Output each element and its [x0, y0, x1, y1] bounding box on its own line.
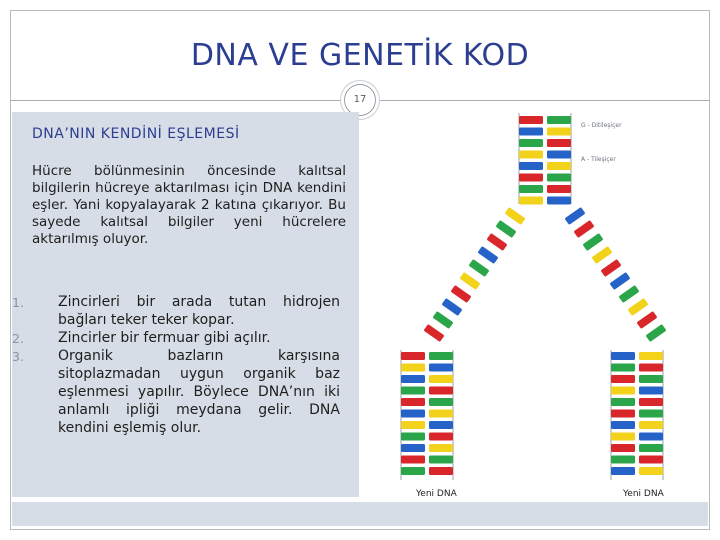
nucleotide-base — [429, 375, 453, 383]
list-item — [12, 293, 352, 329]
nucleotide-base — [639, 364, 663, 372]
nucleotide-base — [519, 174, 543, 182]
nucleotide-base — [429, 398, 453, 406]
nucleotide-base — [583, 233, 604, 251]
nucleotide-base — [547, 116, 571, 124]
nucleotide-base — [519, 197, 543, 205]
nucleotide-base — [429, 433, 453, 441]
new-dna-label-right: Yeni DNA — [623, 489, 664, 499]
footer-bar — [12, 502, 708, 526]
nucleotide-base — [639, 467, 663, 475]
nucleotide-base — [592, 246, 613, 264]
list-item — [12, 347, 352, 437]
nucleotide-base — [601, 259, 622, 277]
nucleotide-base — [628, 298, 649, 316]
nucleotide-base — [519, 128, 543, 136]
nucleotide-base — [429, 467, 453, 475]
title-divider-left — [10, 100, 355, 101]
legend-top-label: G - Ditileşiçer — [581, 122, 622, 129]
title-divider-right — [380, 100, 710, 101]
nucleotide-base — [639, 433, 663, 441]
nucleotide-base — [401, 421, 425, 429]
nucleotide-base — [496, 220, 517, 238]
nucleotide-base — [574, 220, 595, 238]
nucleotide-base — [619, 285, 640, 303]
nucleotide-base — [460, 272, 481, 290]
nucleotide-base — [401, 456, 425, 464]
slide-title: DNA VE GENETİK KOD — [190, 38, 530, 73]
nucleotide-base — [478, 246, 499, 264]
nucleotide-base — [401, 433, 425, 441]
nucleotide-base — [401, 375, 425, 383]
nucleotide-base — [611, 410, 635, 418]
nucleotide-base — [646, 324, 667, 342]
step-number: 1. — [12, 295, 24, 310]
nucleotide-base — [547, 174, 571, 182]
nucleotide-base — [639, 352, 663, 360]
page-number-badge: 17 — [344, 84, 376, 116]
nucleotide-base — [639, 398, 663, 406]
nucleotide-base — [469, 259, 490, 277]
nucleotide-base — [639, 456, 663, 464]
nucleotide-base — [611, 387, 635, 395]
nucleotide-base — [547, 128, 571, 136]
nucleotide-base — [547, 162, 571, 170]
nucleotide-base — [429, 410, 453, 418]
nucleotide-base — [611, 352, 635, 360]
nucleotide-base — [505, 207, 526, 225]
nucleotide-base — [519, 139, 543, 147]
nucleotide-base — [429, 421, 453, 429]
nucleotide-base — [611, 456, 635, 464]
nucleotide-base — [429, 387, 453, 395]
nucleotide-base — [637, 311, 658, 329]
nucleotide-base — [611, 375, 635, 383]
nucleotide-base — [547, 197, 571, 205]
legend-bottom-label: A - Tileşiçer — [581, 156, 616, 163]
nucleotide-base — [639, 375, 663, 383]
nucleotide-base — [611, 398, 635, 406]
nucleotide-base — [547, 139, 571, 147]
nucleotide-base — [611, 421, 635, 429]
nucleotide-base — [611, 444, 635, 452]
step-text: Zincirler bir fermuar gibi açılır. — [58, 330, 271, 346]
step-number: 2. — [12, 331, 24, 346]
steps-list — [12, 293, 352, 437]
nucleotide-base — [487, 233, 508, 251]
nucleotide-base — [639, 421, 663, 429]
nucleotide-base — [429, 456, 453, 464]
step-text: Zincirleri bir arada tutan hidrojen bağları teker teker kopar. — [58, 294, 340, 328]
nucleotide-base — [519, 185, 543, 193]
nucleotide-base — [519, 151, 543, 159]
nucleotide-base — [519, 162, 543, 170]
nucleotide-base — [519, 116, 543, 124]
nucleotide-base — [429, 444, 453, 452]
step-number: 3. — [12, 349, 24, 364]
nucleotide-base — [429, 352, 453, 360]
nucleotide-base — [610, 272, 631, 290]
nucleotide-base — [639, 387, 663, 395]
step-text: Organik bazların karşısına sitoplazmadan uygun organik baz eşlenmesi yapılır. Böylece DNA’nın iki anlamlı ipliği meydana gelir. DNA kendini eşlemiş olur. — [58, 348, 340, 436]
nucleotide-base — [639, 410, 663, 418]
nucleotide-base — [433, 311, 454, 329]
nucleotide-base — [401, 364, 425, 372]
nucleotide-base — [424, 324, 445, 342]
base-pairs-group — [401, 113, 666, 480]
nucleotide-base — [401, 444, 425, 452]
new-dna-label-left: Yeni DNA — [416, 489, 457, 499]
section-heading: DNA’NIN KENDİNİ EŞLEMESİ — [32, 126, 240, 142]
nucleotide-base — [401, 387, 425, 395]
nucleotide-base — [401, 352, 425, 360]
nucleotide-base — [565, 207, 586, 225]
nucleotide-base — [442, 298, 463, 316]
nucleotide-base — [611, 467, 635, 475]
nucleotide-base — [401, 398, 425, 406]
nucleotide-base — [451, 285, 472, 303]
nucleotide-base — [639, 444, 663, 452]
nucleotide-base — [611, 364, 635, 372]
dna-replication-diagram — [383, 108, 701, 502]
nucleotide-base — [401, 410, 425, 418]
intro-paragraph: Hücre bölünmesinin öncesinde kalıtsal bilgilerin hücreye aktarılması için DNA kendini eşler. Yani kopyalayarak 2 katına çıkarıyor. Bu sayede kalıtsal bilgiler yeni hücrelere aktarılmış oluyor. — [32, 163, 346, 247]
list-item — [12, 329, 352, 347]
nucleotide-base — [547, 185, 571, 193]
nucleotide-base — [547, 151, 571, 159]
nucleotide-base — [429, 364, 453, 372]
nucleotide-base — [401, 467, 425, 475]
nucleotide-base — [611, 433, 635, 441]
